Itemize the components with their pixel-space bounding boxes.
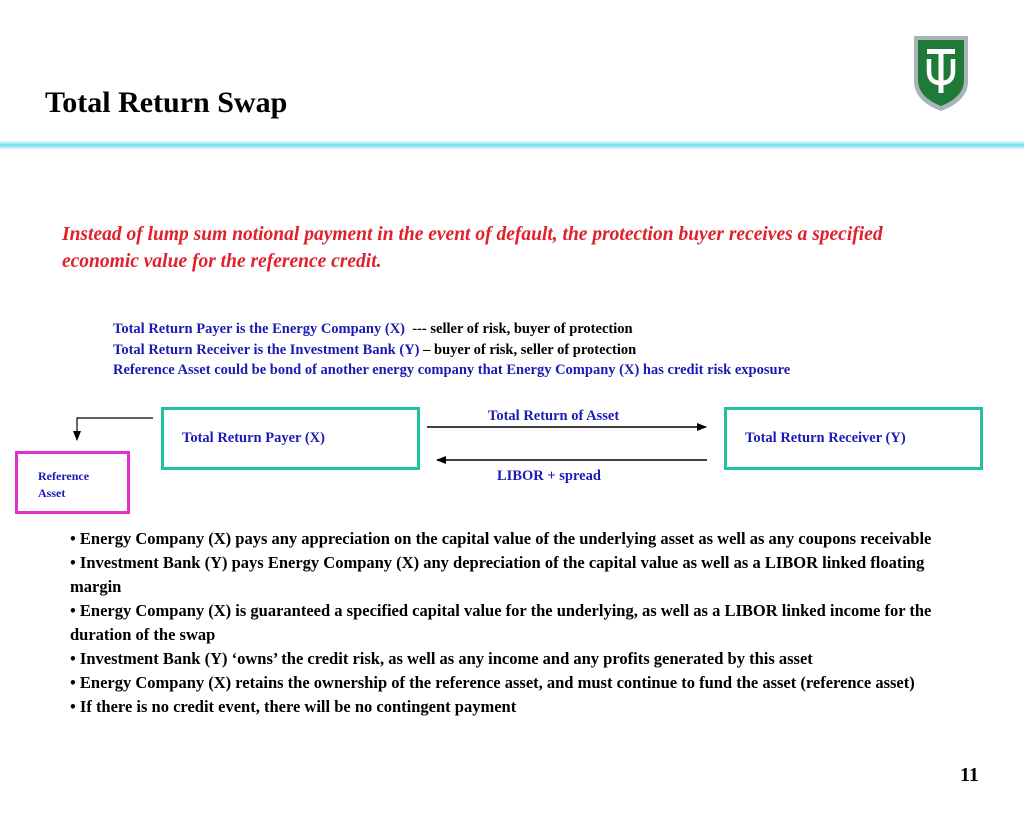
page-number: 11 [960,764,979,786]
fact-tail: – buyer of risk, seller of protection [419,341,637,358]
intro-statement: Instead of lump sum notional payment in the event of default, the protection buyer receives a specified economic value for the reference credit. [62,224,883,272]
total-return-payer-box [161,407,420,470]
libor-spread-label: LIBOR + spread [497,468,601,484]
bullet-item: • Investment Bank (Y) pays Energy Company (X) any depreciation of the capital value as well as a LIBOR linked floating margin [70,553,925,596]
bullet-item: • Energy Company (X) retains the ownership of the reference asset, and must continue to fund the asset (reference asset) [70,673,915,692]
reference-label-line2: Asset [38,486,66,500]
total-return-of-asset-label: Total Return of Asset [488,408,620,424]
bullet-list [70,527,940,719]
bullet-item: • If there is no credit event, there will be no contingent payment [70,697,517,716]
reference-label-line1: Reference [38,469,90,483]
tulane-shield-logo [911,33,971,113]
bullet-item: • Energy Company (X) is guaranteed a specified capital value for the underlying, as well as a LIBOR linked income for the duration of the swap [70,601,932,644]
total-return-receiver-box [724,407,983,470]
reference-asset-box [15,451,130,514]
payer-label: Total Return Payer (X) [182,430,325,446]
fact-lead: Total Return Receiver is the Investment Bank (Y) [113,341,420,358]
bullet-item: • Energy Company (X) pays any appreciation on the capital value of the underlying asset as well as any coupons receivable [70,529,932,548]
slide-title: Total Return Swap [45,86,288,119]
parties-description [113,319,973,381]
fact-line-receiver [113,340,973,361]
arrow-to-reference [77,418,153,440]
title-divider [0,140,1024,150]
fact-line-reference [113,360,973,381]
receiver-label: Total Return Receiver (Y) [745,430,906,446]
fact-lead: Reference Asset could be bond of another energy company that Energy Company (X) has credit risk exposure [113,362,791,378]
fact-lead: Total Return Payer is the Energy Company (X) [113,321,406,337]
fact-tail: --- seller of risk, buyer of protection [405,321,633,337]
bullet-item: • Investment Bank (Y) ‘owns’ the credit risk, as well as any income and any profits generated by this asset [70,649,813,668]
fact-line-payer [113,319,973,340]
